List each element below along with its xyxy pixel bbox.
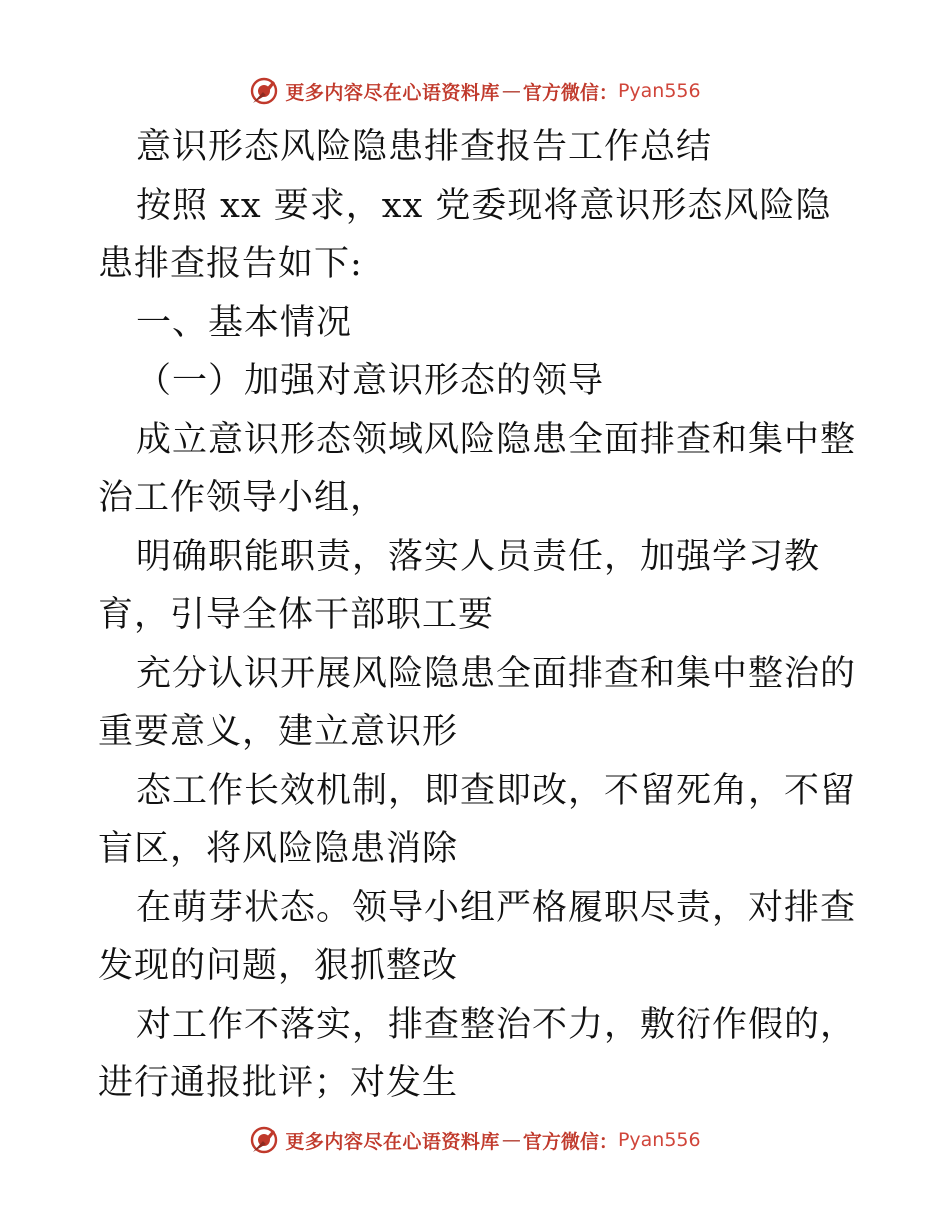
paragraph: 对工作不落实，排查整治不力，敷衍作假的，进行通报批评；对发生: [98, 1004, 857, 1103]
document-body: [98, 118, 858, 1113]
watermark-brand: 更多内容尽在心语资料库: [285, 1130, 500, 1153]
watermark-brand: 更多内容尽在心语资料库: [285, 81, 500, 104]
watermark-label: 官方微信：: [522, 81, 618, 104]
paragraph: 充分认识开展风险隐患全面排查和集中整治的重要意义，建立意识形: [98, 653, 857, 752]
paragraph: 按照 xx 要求，xx 党委现将意识形态风险隐患排查报告如下:: [98, 185, 832, 284]
section-heading: 一、基本情况: [136, 302, 353, 343]
paragraph: 成立意识形态领域风险隐患全面排查和集中整治工作领导小组，: [98, 419, 857, 518]
document-title: 意识形态风险隐患排查报告工作总结: [136, 127, 713, 167]
paragraph: 明确职能职责，落实人员责任，加强学习教育，引导全体干部职工要: [98, 536, 821, 635]
pen-logo-icon: [249, 1125, 279, 1155]
header-watermark: [0, 71, 950, 111]
paragraph: 在萌芽状态。领导小组严格履职尽责，对排查发现的问题，狠抓整改: [98, 887, 857, 986]
watermark-wechat-id: Pyan556: [617, 80, 701, 102]
watermark-dash: —: [501, 80, 521, 102]
subsection-heading: （一）加强对意识形态的领导: [136, 361, 605, 401]
pen-logo-icon: [249, 76, 279, 106]
watermark-wechat-id: Pyan556: [617, 1129, 701, 1151]
watermark-label: 官方微信：: [522, 1130, 618, 1153]
paragraph: 态工作长效机制，即查即改，不留死角，不留盲区，将风险隐患消除: [98, 770, 857, 869]
footer-watermark: [0, 1120, 950, 1160]
watermark-dash: —: [501, 1129, 521, 1151]
